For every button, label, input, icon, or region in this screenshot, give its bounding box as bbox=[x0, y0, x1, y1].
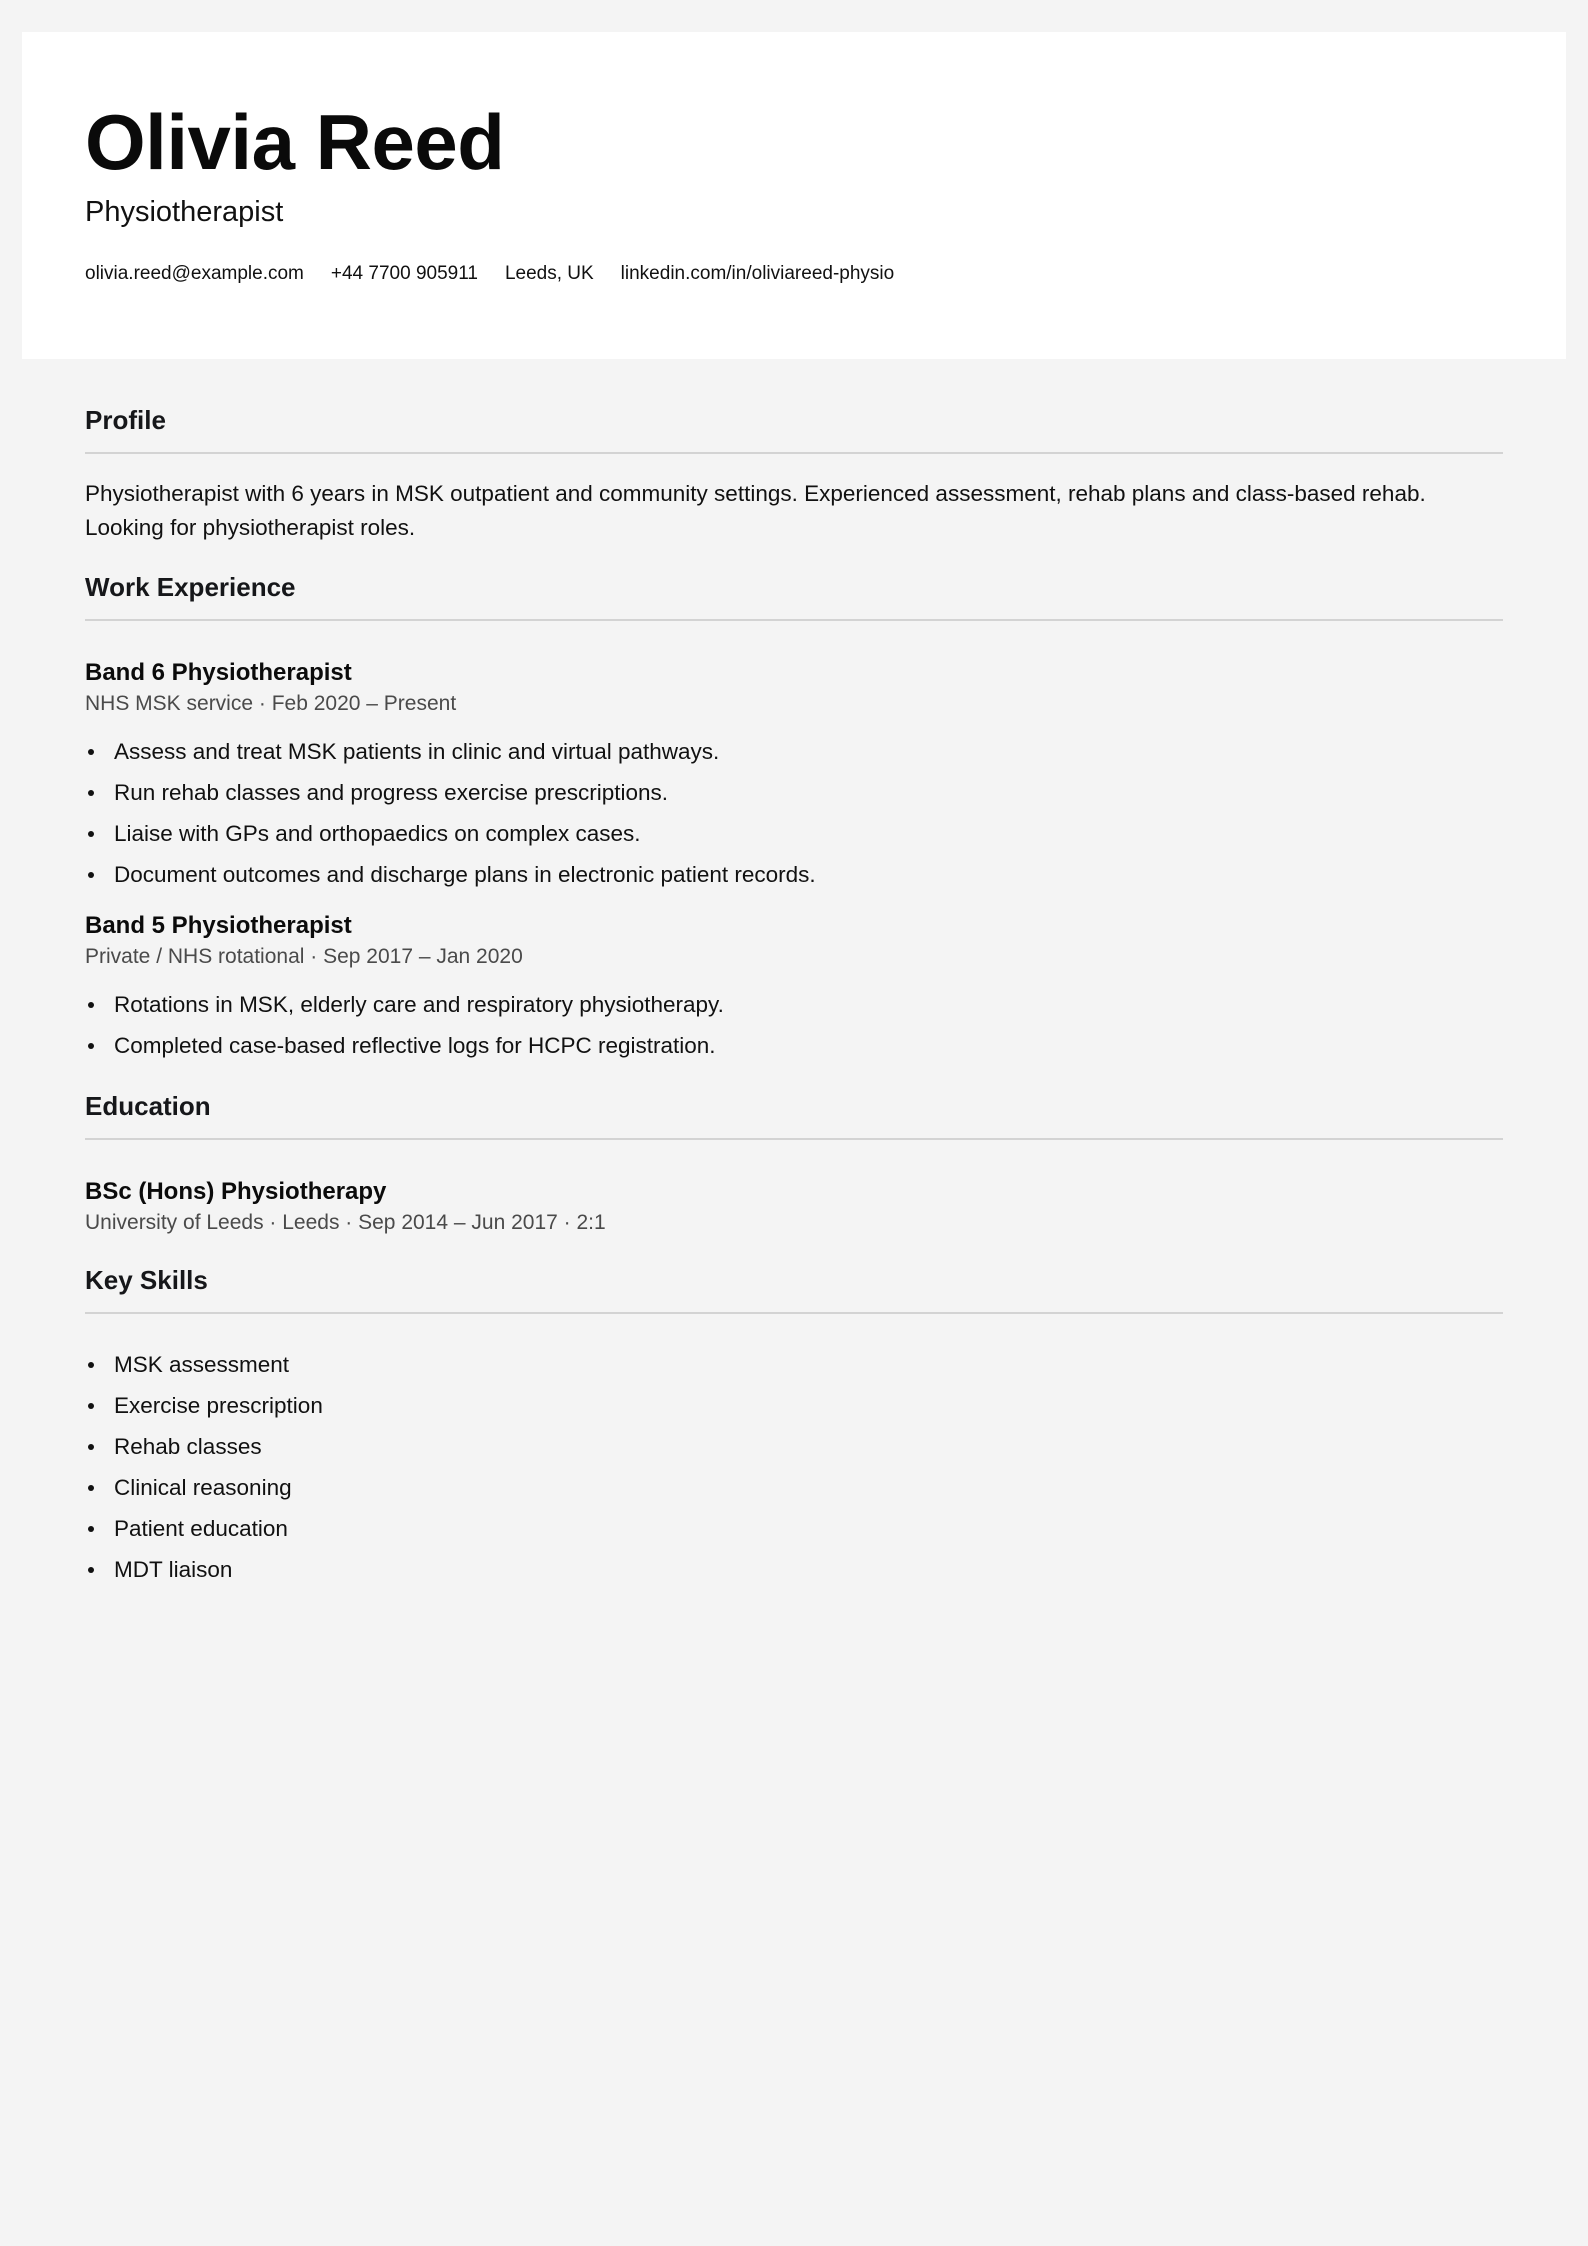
job-bullet: Completed case-based reflective logs for HCPC registration. bbox=[85, 1025, 1503, 1066]
job-meta: Private / NHS rotational · Sep 2017 – Jan 2020 bbox=[85, 945, 523, 968]
section-heading-key-skills: Key Skills bbox=[85, 1265, 208, 1295]
skills-list bbox=[85, 1344, 1503, 1590]
section-divider bbox=[85, 1312, 1503, 1314]
profile-summary: Physiotherapist with 6 years in MSK outpatient and community settings. Experienced assessment, rehab plans and class-based rehab. Looking for physiotherapist roles. bbox=[85, 481, 1426, 540]
section-heading-work-experience: Work Experience bbox=[85, 572, 296, 602]
skill-item: MDT liaison bbox=[85, 1549, 1503, 1590]
job-bullet: Rotations in MSK, elderly care and respiratory physiotherapy. bbox=[85, 984, 1503, 1025]
job-title: Band 5 Physiotherapist bbox=[85, 912, 352, 939]
contact-linkedin: linkedin.com/in/oliviareed-physio bbox=[620, 263, 895, 284]
section-heading-education: Education bbox=[85, 1091, 211, 1121]
skill-item: MSK assessment bbox=[85, 1344, 1503, 1385]
contact-location: Leeds, UK bbox=[504, 263, 594, 284]
contact-phone: +44 7700 905911 bbox=[330, 263, 478, 284]
job-bullet: Run rehab classes and progress exercise prescriptions. bbox=[85, 772, 1503, 813]
education-title: BSc (Hons) Physiotherapy bbox=[85, 1178, 387, 1205]
profile-section bbox=[85, 400, 1503, 545]
job-bullets bbox=[85, 731, 1503, 895]
section-divider bbox=[85, 452, 1503, 454]
job-bullet: Assess and treat MSK patients in clinic and virtual pathways. bbox=[85, 731, 1503, 772]
resume-header bbox=[22, 32, 1566, 359]
work-experience-section bbox=[85, 567, 1503, 1066]
resume-body bbox=[85, 400, 1503, 1590]
section-heading-profile: Profile bbox=[85, 405, 166, 435]
skill-item: Clinical reasoning bbox=[85, 1467, 1503, 1508]
contact-email: olivia.reed@example.com bbox=[85, 263, 304, 284]
candidate-name: Olivia Reed bbox=[85, 98, 505, 186]
education-meta: University of Leeds · Leeds · Sep 2014 – Jun 2017 · 2:1 bbox=[85, 1211, 606, 1234]
contact-line bbox=[85, 259, 921, 289]
skill-item: Patient education bbox=[85, 1508, 1503, 1549]
job-entry bbox=[85, 657, 1503, 895]
skill-item: Rehab classes bbox=[85, 1426, 1503, 1467]
job-bullet: Document outcomes and discharge plans in electronic patient records. bbox=[85, 854, 1503, 895]
education-section bbox=[85, 1086, 1503, 1238]
job-title: Band 6 Physiotherapist bbox=[85, 659, 352, 686]
job-entry bbox=[85, 910, 1503, 1066]
section-divider bbox=[85, 619, 1503, 621]
key-skills-section bbox=[85, 1260, 1503, 1590]
job-meta: NHS MSK service · Feb 2020 – Present bbox=[85, 692, 457, 715]
section-divider bbox=[85, 1138, 1503, 1140]
job-bullet: Liaise with GPs and orthopaedics on complex cases. bbox=[85, 813, 1503, 854]
job-bullets bbox=[85, 984, 1503, 1066]
skill-item: Exercise prescription bbox=[85, 1385, 1503, 1426]
education-entry bbox=[85, 1176, 1503, 1238]
candidate-role: Physiotherapist bbox=[85, 196, 284, 228]
